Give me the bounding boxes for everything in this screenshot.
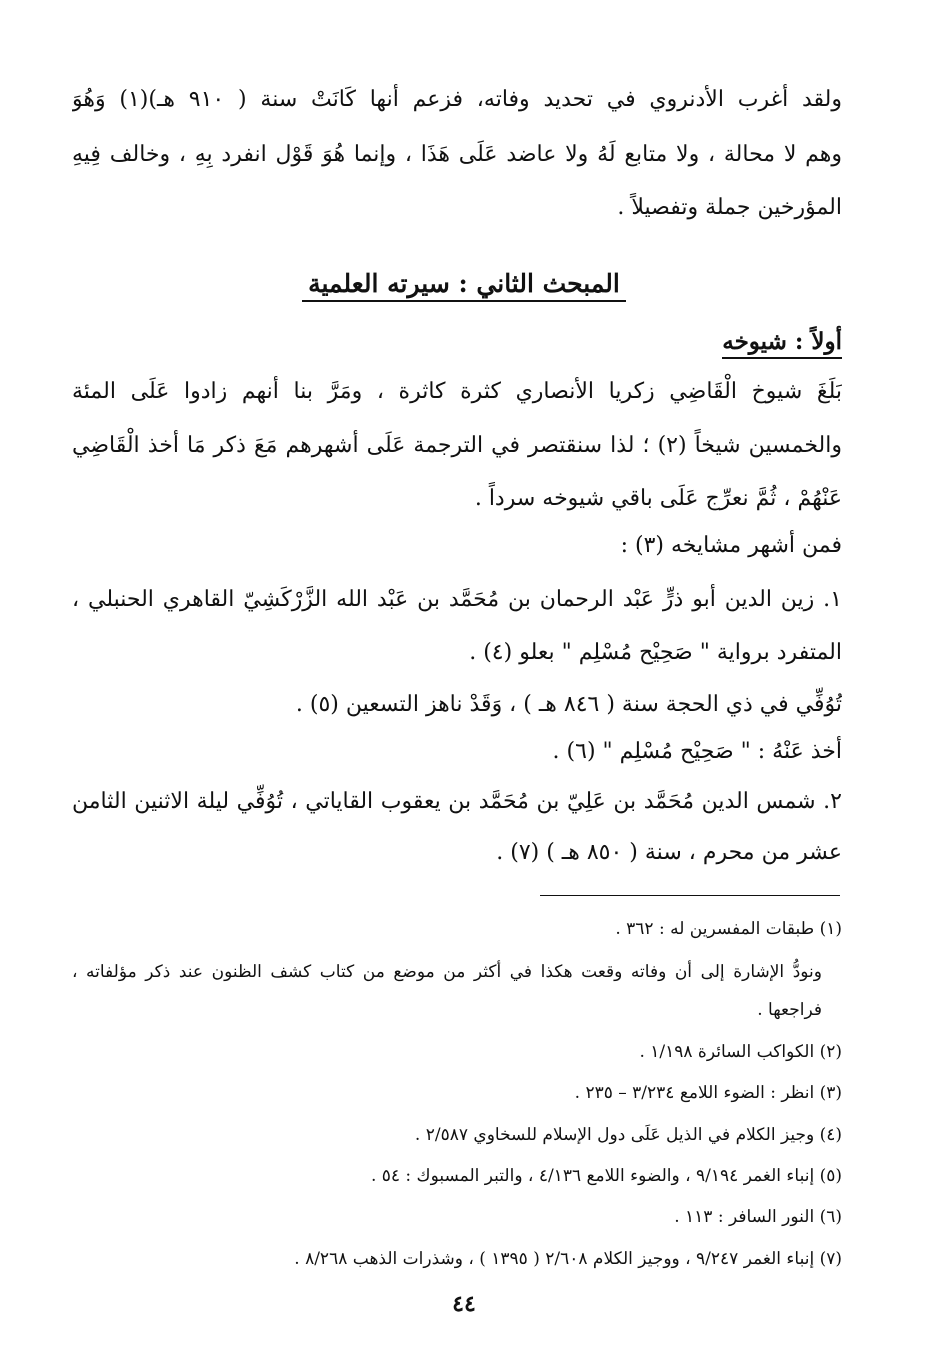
footnote: (٣) انظر : الضوء اللامع ٣/٢٣٤ – ٢٣٥ . [574, 1083, 842, 1103]
subheading [722, 322, 842, 362]
footnote: (٤) وجيز الكلام في الذيل عَلَى دول الإسلام للسخاوي ٢/٥٨٧ . [414, 1125, 842, 1145]
footnote: فراجعها . [757, 1000, 822, 1020]
paragraph-line: عَنْهُمْ ، ثُمَّ نعرِّج عَلَى باقي شيوخه سرداً . [474, 486, 842, 511]
entry-line: عشر من محرم ، سنة ( ٨٥٠ هـ ) (٧) . [496, 840, 842, 865]
paragraph-line: بَلَغَ شيوخ الْقَاضِي زكريا الأنصاري كثرة كاثرة ، ومَرَّ بنا أنهم زادوا عَلَى المئة [72, 379, 842, 404]
footnote: (٧) إنباء الغمر ٩/٢٤٧ ، ووجيز الكلام ٢/٦٠٨ ( ١٣٩٥ ) ، وشذرات الذهب ٨/٢٦٨ . [294, 1249, 842, 1269]
page-number: ٤٤ [452, 1291, 476, 1317]
body-line: وهم لا محالة ، ولا متابع لَهُ ولا عاضد عَلَى هَذَا ، وإنما هُوَ قَوْل انفرد بِهِ ، وخالف فِيهِ [72, 142, 842, 167]
footnote: (٢) الكواكب السائرة ١/١٩٨ . [639, 1042, 842, 1062]
footnote: (٥) إنباء الغمر ٩/١٩٤ ، والضوء اللامع ٤/١٣٦ ، والتبر المسبوك : ٥٤ . [370, 1166, 842, 1186]
entry-line: المتفرد برواية " صَحِيْح مُسْلِم " بعلو (٤) . [469, 640, 842, 665]
subheading-text: أولاً : شيوخه [722, 328, 842, 359]
footnote: (٦) النور السافر : ١١٣ . [674, 1207, 842, 1227]
body-line: ولقد أغرب الأدنروي في تحديد وفاته، فزعم أنها كَانَتْ سنة ( ٩١٠ هـ)(١) وَهُوَ [72, 87, 842, 112]
body-line: المؤرخين جملة وتفصيلاً . [617, 195, 842, 220]
entry-subline: تُوُفِّي في ذي الحجة سنة ( ٨٤٦ هـ ) ، وَقَدْ ناهز التسعين (٥) . [295, 692, 842, 717]
footnote-separator [540, 895, 840, 896]
section-heading [0, 262, 928, 306]
entry-line: ٢. شمس الدين مُحَمَّد بن عَلِيّ بن مُحَمَّد بن يعقوب القاياتي ، تُوُفِّي ليلة الاثنين الثامن [72, 789, 842, 814]
entry-subline: أخذ عَنْهُ : " صَحِيْح مُسْلِم " (٦) . [552, 739, 842, 764]
paragraph-line: فمن أشهر مشايخه (٣) : [620, 533, 842, 558]
footnote: (١) طبقات المفسرين له : ٣٦٢ . [615, 919, 842, 939]
entry-line: ١. زين الدين أبو ذرٍّ عَبْد الرحمان بن مُحَمَّد بن عَبْد الله الزَّرْكَشِيّ القاهري الحنبلي ، [72, 587, 842, 612]
section-heading-text: المبحث الثاني : سيرته العلمية [302, 269, 626, 302]
footnote: ونودُّ الإشارة إلى أن وفاته وقعت هكذا في أكثر من موضع من كتاب كشف الظنون عند ذكر مؤلفاته ، [72, 962, 822, 982]
paragraph-line: والخمسين شيخاً (٢) ؛ لذا سنقتصر في الترجمة عَلَى أشهرهم مَعَ ذكر مَا أخذ الْقَاضِي [72, 433, 842, 458]
